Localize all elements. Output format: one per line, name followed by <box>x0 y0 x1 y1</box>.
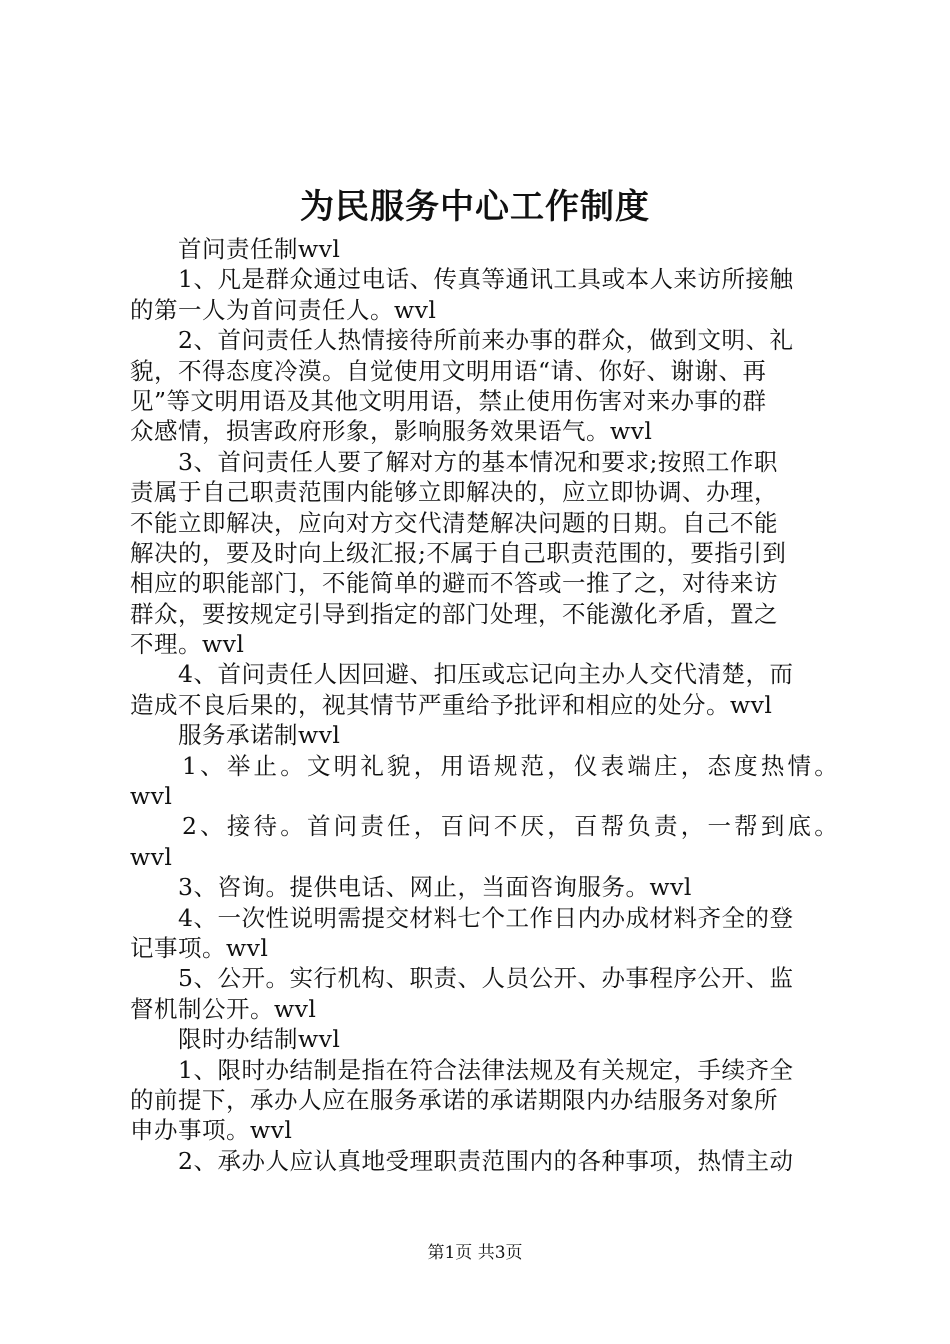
paragraph-line: 5、公开。实行机构、职责、人员公开、办事程序公开、监 <box>178 964 794 993</box>
paragraph-line: 4、一次性说明需提交材料七个工作日内办成材料齐全的登 <box>178 903 794 932</box>
paragraph-line: 督机制公开。wvl <box>130 994 317 1023</box>
paragraph-line: 3、首问责任人要了解对方的基本情况和要求;按照工作职 <box>178 447 778 476</box>
paragraph-line: 1、凡是群众通过电话、传真等通讯工具或本人来访所接触 <box>178 265 794 294</box>
paragraph-line: 群众，要按规定引导到指定的部门处理，不能激化矛盾，置之 <box>130 599 778 628</box>
paragraph-line: 造成不良后果的，视其情节严重给予批评和相应的处分。wvl <box>130 690 773 719</box>
paragraph-line: 申办事项。wvl <box>130 1116 293 1145</box>
paragraph-line: 1、举止。文明礼貌，用语规范，仪表端庄，态度热情。 <box>182 751 841 780</box>
document-title: 为民服务中心工作制度 <box>300 187 650 227</box>
paragraph-line: 不能立即解决，应向对方交代清楚解决问题的日期。自己不能 <box>130 508 778 537</box>
paragraph-line: 的前提下，承办人应在服务承诺的承诺期限内办结服务对象所 <box>130 1085 778 1114</box>
page-footer: 第1页 共3页 <box>427 1243 523 1263</box>
paragraph-line: 记事项。wvl <box>130 933 269 962</box>
paragraph-line: 3、咨询。提供电话、网止，当面咨询服务。wvl <box>178 873 692 902</box>
paragraph-line: 4、首问责任人因回避、扣压或忘记向主办人交代清楚，而 <box>178 660 794 689</box>
paragraph-line: 貌，不得态度冷漠。自觉使用文明用语“请、你好、谢谢、再 <box>130 356 767 385</box>
paragraph-line: 2、承办人应认真地受理职责范围内的各种事项，热情主动 <box>178 1146 794 1175</box>
section-heading: 服务承诺制wvl <box>178 721 341 750</box>
paragraph-line: 解决的，要及时向上级汇报;不属于自己职责范围的，要指引到 <box>130 538 787 567</box>
paragraph-line: 2、首问责任人热情接待所前来办事的群众，做到文明、礼 <box>178 326 794 355</box>
section-heading: 首问责任制wvl <box>178 235 341 263</box>
section-heading: 限时办结制wvl <box>178 1025 341 1054</box>
paragraph-line: 不理。wvl <box>130 630 245 659</box>
paragraph-line: 责属于自己职责范围内能够立即解决的，应立即协调、办理， <box>130 478 778 507</box>
paragraph-line: 2、接待。首问责任，百问不厌，百帮负责，一帮到底。 <box>182 812 841 841</box>
paragraph-line: 的第一人为首问责任人。wvl <box>130 295 437 324</box>
paragraph-line: wvl <box>130 842 173 871</box>
paragraph-line: 相应的职能部门，不能简单的避而不答或一推了之，对待来访 <box>130 569 778 598</box>
paragraph-line: wvl <box>130 782 173 811</box>
paragraph-line: 1、限时办结制是指在符合法律法规及有关规定，手续齐全 <box>178 1055 794 1084</box>
paragraph-line: 见”等文明用语及其他文明用语，禁止使用伤害对来办事的群 <box>130 386 767 415</box>
document-body <box>130 234 850 1176</box>
paragraph-line: 众感情，损害政府形象，影响服务效果语气。wvl <box>130 417 653 446</box>
